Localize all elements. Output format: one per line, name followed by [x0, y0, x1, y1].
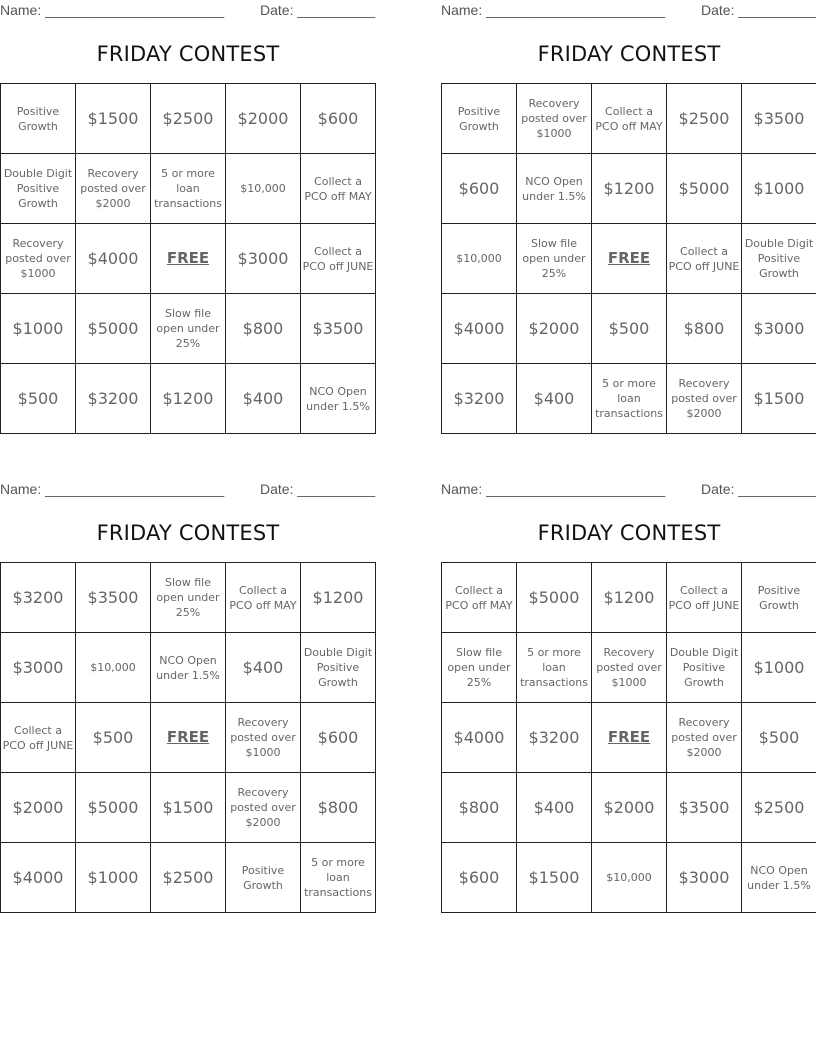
cell-label: $4000	[12, 868, 64, 887]
card-header	[441, 2, 816, 20]
grid-cell[interactable]	[301, 154, 376, 224]
grid-cell[interactable]	[76, 633, 151, 703]
grid-cell[interactable]	[517, 224, 592, 294]
grid-cell[interactable]	[592, 224, 667, 294]
cell-label: $600	[458, 179, 500, 198]
grid-cell[interactable]	[76, 84, 151, 154]
cell-label: $800	[458, 798, 500, 817]
grid-cell[interactable]	[151, 703, 226, 773]
cell-label: Collect a PCO off JUNE	[2, 723, 74, 752]
cell-label: $2000	[237, 109, 289, 128]
grid-cell[interactable]	[742, 843, 816, 913]
grid-cell[interactable]	[592, 364, 667, 434]
grid-row	[1, 294, 376, 364]
cell-label: Recovery posted over $2000	[230, 786, 296, 829]
grid-row	[1, 84, 376, 154]
cell-label: Double Digit Positive Growth	[744, 237, 814, 280]
date-field[interactable]: Date: __________	[701, 481, 816, 497]
grid-cell[interactable]	[442, 84, 517, 154]
bingo-grid	[0, 562, 376, 913]
grid-cell[interactable]	[226, 563, 301, 633]
name-field[interactable]: Name: _______________________	[441, 2, 666, 18]
cell-label: Collect a PCO off JUNE	[668, 583, 740, 612]
grid-cell[interactable]	[592, 563, 667, 633]
cell-label: $10,000	[240, 182, 286, 195]
grid-row	[1, 224, 376, 294]
grid-cell[interactable]	[742, 364, 816, 434]
cell-label: NCO Open under 1.5%	[306, 384, 370, 413]
grid-row	[442, 633, 816, 703]
grid-cell[interactable]	[301, 84, 376, 154]
grid-row	[1, 633, 376, 703]
cell-label: $10,000	[90, 661, 136, 674]
free-space-label: FREE	[166, 728, 210, 746]
cell-label: Collect a PCO off MAY	[595, 104, 663, 133]
cell-label: $1200	[603, 179, 655, 198]
grid-cell[interactable]	[667, 773, 742, 843]
cell-label: Recovery posted over $2000	[671, 716, 737, 759]
grid-cell[interactable]	[301, 224, 376, 294]
cell-label: Slow file open under 25%	[447, 646, 511, 689]
grid-cell[interactable]	[442, 154, 517, 224]
grid-cell[interactable]	[76, 224, 151, 294]
grid-cell[interactable]	[151, 563, 226, 633]
card-title: FRIDAY CONTEST	[96, 42, 280, 66]
grid-row	[442, 773, 816, 843]
grid-cell[interactable]	[76, 294, 151, 364]
grid-cell[interactable]	[151, 154, 226, 224]
cell-label: 5 or more loan transactions	[595, 377, 663, 420]
cell-label: Recovery posted over $1000	[596, 646, 662, 689]
cell-label: $5000	[87, 798, 139, 817]
cell-label: $3500	[753, 109, 805, 128]
grid-cell[interactable]	[301, 563, 376, 633]
cell-label: $600	[458, 868, 500, 887]
grid-row	[1, 703, 376, 773]
cell-label: $5000	[87, 319, 139, 338]
grid-cell[interactable]	[1, 633, 76, 703]
grid-cell[interactable]	[517, 154, 592, 224]
grid-cell[interactable]	[592, 84, 667, 154]
grid-cell[interactable]	[667, 563, 742, 633]
card-title: FRIDAY CONTEST	[96, 521, 280, 545]
bingo-grid	[441, 83, 816, 434]
free-space-label: FREE	[607, 249, 651, 267]
grid-cell[interactable]	[667, 364, 742, 434]
grid-cell[interactable]	[1, 563, 76, 633]
name-field[interactable]: Name: _______________________	[0, 481, 225, 497]
grid-cell[interactable]	[226, 773, 301, 843]
grid-cell[interactable]	[76, 703, 151, 773]
grid-cell[interactable]	[517, 563, 592, 633]
cell-label: Recovery posted over $2000	[80, 167, 146, 210]
cell-label: $1500	[162, 798, 214, 817]
cell-label: $800	[317, 798, 359, 817]
grid-cell[interactable]	[76, 154, 151, 224]
cell-label: $10,000	[606, 871, 652, 884]
cell-label: $3000	[678, 868, 730, 887]
grid-cell[interactable]	[151, 84, 226, 154]
grid-cell[interactable]	[742, 563, 816, 633]
grid-cell[interactable]	[226, 843, 301, 913]
cell-label: $400	[533, 798, 575, 817]
cell-label: Recovery posted over $2000	[671, 377, 737, 420]
grid-cell[interactable]	[592, 154, 667, 224]
cell-label: $3200	[87, 389, 139, 408]
cell-label: $2500	[162, 109, 214, 128]
grid-row	[1, 563, 376, 633]
grid-row	[1, 154, 376, 224]
grid-cell[interactable]	[667, 294, 742, 364]
grid-row	[1, 773, 376, 843]
grid-cell[interactable]	[151, 294, 226, 364]
cell-label: $3200	[12, 588, 64, 607]
cell-label: Double Digit Positive Growth	[303, 646, 373, 689]
grid-row	[1, 364, 376, 434]
cell-label: $400	[533, 389, 575, 408]
cell-label: Collect a PCO off JUNE	[668, 244, 740, 273]
grid-cell[interactable]	[76, 364, 151, 434]
cell-label: $3000	[753, 319, 805, 338]
grid-cell[interactable]	[1, 224, 76, 294]
grid-cell[interactable]	[76, 773, 151, 843]
grid-cell[interactable]	[301, 703, 376, 773]
cell-label: $2500	[162, 868, 214, 887]
grid-cell[interactable]	[517, 84, 592, 154]
grid-cell[interactable]	[667, 84, 742, 154]
grid-cell[interactable]	[1, 84, 76, 154]
grid-cell[interactable]	[667, 843, 742, 913]
cell-label: Slow file open under 25%	[156, 576, 220, 619]
grid-cell[interactable]	[151, 224, 226, 294]
cell-label: $5000	[528, 588, 580, 607]
cell-label: $3000	[237, 249, 289, 268]
cell-label: NCO Open under 1.5%	[156, 653, 220, 682]
cell-label: $1200	[312, 588, 364, 607]
grid-cell[interactable]	[442, 843, 517, 913]
grid-cell[interactable]	[592, 633, 667, 703]
cell-label: $1500	[87, 109, 139, 128]
cell-label: Double Digit Positive Growth	[669, 646, 739, 689]
grid-cell[interactable]	[301, 773, 376, 843]
cell-label: Recovery posted over $1000	[521, 97, 587, 140]
cell-label: $3000	[12, 658, 64, 677]
grid-cell[interactable]	[151, 633, 226, 703]
grid-row	[442, 154, 816, 224]
cell-label: Recovery posted over $1000	[5, 237, 71, 280]
grid-cell[interactable]	[517, 294, 592, 364]
cell-label: $1500	[753, 389, 805, 408]
grid-row	[1, 843, 376, 913]
grid-cell[interactable]	[226, 84, 301, 154]
cell-label: $800	[242, 319, 284, 338]
cell-label: $3500	[312, 319, 364, 338]
cell-label: 5 or more loan transactions	[304, 856, 372, 899]
bingo-grid	[441, 562, 816, 913]
cell-label: $3200	[528, 728, 580, 747]
cell-label: Positive Growth	[241, 863, 285, 892]
date-field[interactable]: Date: __________	[701, 2, 816, 18]
cell-label: $3500	[87, 588, 139, 607]
grid-cell[interactable]	[442, 773, 517, 843]
grid-cell[interactable]	[226, 294, 301, 364]
grid-cell[interactable]	[742, 224, 816, 294]
grid-cell[interactable]	[151, 843, 226, 913]
grid-row	[442, 703, 816, 773]
grid-cell[interactable]	[742, 84, 816, 154]
card-title: FRIDAY CONTEST	[537, 42, 721, 66]
cell-label: $600	[317, 109, 359, 128]
grid-cell[interactable]	[151, 364, 226, 434]
grid-row	[442, 224, 816, 294]
grid-cell[interactable]	[517, 364, 592, 434]
grid-cell[interactable]	[301, 633, 376, 703]
grid-cell[interactable]	[226, 224, 301, 294]
grid-cell[interactable]	[76, 563, 151, 633]
grid-cell[interactable]	[1, 703, 76, 773]
grid-cell[interactable]	[667, 224, 742, 294]
grid-cell[interactable]	[1, 154, 76, 224]
grid-cell[interactable]	[442, 224, 517, 294]
grid-cell[interactable]	[442, 364, 517, 434]
grid-cell[interactable]	[667, 703, 742, 773]
cell-label: $4000	[453, 319, 505, 338]
cell-label: Collect a PCO off MAY	[304, 174, 372, 203]
cell-label: $1000	[753, 658, 805, 677]
cell-label: $10,000	[456, 252, 502, 265]
grid-cell[interactable]	[742, 633, 816, 703]
grid-cell[interactable]	[1, 773, 76, 843]
cell-label: $2000	[528, 319, 580, 338]
grid-cell[interactable]	[442, 294, 517, 364]
cell-label: $3200	[453, 389, 505, 408]
grid-cell[interactable]	[1, 294, 76, 364]
cell-label: Positive Growth	[16, 104, 60, 133]
grid-cell[interactable]	[442, 633, 517, 703]
cell-label: NCO Open under 1.5%	[747, 863, 811, 892]
name-field[interactable]: Name: _______________________	[0, 2, 225, 18]
cell-label: Collect a PCO off MAY	[229, 583, 297, 612]
cell-label: $600	[317, 728, 359, 747]
cell-label: $1000	[87, 868, 139, 887]
cell-label: 5 or more loan transactions	[154, 167, 222, 210]
cell-label: $500	[758, 728, 800, 747]
grid-cell[interactable]	[742, 154, 816, 224]
grid-cell[interactable]	[301, 364, 376, 434]
grid-cell[interactable]	[151, 773, 226, 843]
cell-label: $2500	[678, 109, 730, 128]
cell-label: $5000	[678, 179, 730, 198]
grid-cell[interactable]	[517, 633, 592, 703]
cell-label: $1200	[162, 389, 214, 408]
cell-label: $4000	[87, 249, 139, 268]
grid-cell[interactable]	[442, 563, 517, 633]
card-header	[441, 481, 816, 499]
date-field[interactable]: Date: __________	[260, 481, 376, 497]
grid-cell[interactable]	[592, 843, 667, 913]
cell-label: $2000	[12, 798, 64, 817]
cell-label: Collect a PCO off JUNE	[302, 244, 374, 273]
card-header	[0, 2, 376, 20]
cell-label: $4000	[453, 728, 505, 747]
bingo-grid	[0, 83, 376, 434]
cell-label: $800	[683, 319, 725, 338]
grid-row	[442, 84, 816, 154]
cell-label: Double Digit Positive Growth	[3, 167, 73, 210]
cell-label: $2000	[603, 798, 655, 817]
grid-cell[interactable]	[301, 294, 376, 364]
grid-cell[interactable]	[742, 773, 816, 843]
grid-cell[interactable]	[226, 703, 301, 773]
cell-label: 5 or more loan transactions	[520, 646, 588, 689]
free-space-label: FREE	[607, 728, 651, 746]
cell-label: $2500	[753, 798, 805, 817]
grid-cell[interactable]	[592, 703, 667, 773]
cell-label: $400	[242, 389, 284, 408]
card-title: FRIDAY CONTEST	[537, 521, 721, 545]
grid-cell[interactable]	[1, 843, 76, 913]
free-space-label: FREE	[166, 249, 210, 267]
grid-cell[interactable]	[517, 843, 592, 913]
grid-cell[interactable]	[226, 633, 301, 703]
name-field[interactable]: Name: _______________________	[441, 481, 666, 497]
cell-label: $1200	[603, 588, 655, 607]
grid-cell[interactable]	[517, 703, 592, 773]
grid-cell[interactable]	[442, 703, 517, 773]
cell-label: $500	[608, 319, 650, 338]
grid-cell[interactable]	[517, 773, 592, 843]
cell-label: Positive Growth	[457, 104, 501, 133]
grid-cell[interactable]	[667, 633, 742, 703]
cell-label: Slow file open under 25%	[156, 307, 220, 350]
grid-cell[interactable]	[592, 294, 667, 364]
cell-label: NCO Open under 1.5%	[522, 174, 586, 203]
grid-cell[interactable]	[226, 364, 301, 434]
cell-label: $500	[92, 728, 134, 747]
grid-row	[442, 563, 816, 633]
cell-label: $1000	[753, 179, 805, 198]
cell-label: $1500	[528, 868, 580, 887]
grid-row	[442, 364, 816, 434]
grid-cell[interactable]	[742, 703, 816, 773]
grid-cell[interactable]	[742, 294, 816, 364]
cell-label: $400	[242, 658, 284, 677]
cell-label: $1000	[12, 319, 64, 338]
grid-cell[interactable]	[226, 154, 301, 224]
date-field[interactable]: Date: __________	[260, 2, 376, 18]
grid-cell[interactable]	[592, 773, 667, 843]
grid-row	[442, 843, 816, 913]
cell-label: $3500	[678, 798, 730, 817]
cell-label: Recovery posted over $1000	[230, 716, 296, 759]
cell-label: Positive Growth	[757, 583, 801, 612]
cell-label: $500	[17, 389, 59, 408]
cell-label: Collect a PCO off MAY	[445, 583, 513, 612]
grid-cell[interactable]	[1, 364, 76, 434]
grid-cell[interactable]	[667, 154, 742, 224]
grid-row	[442, 294, 816, 364]
card-header	[0, 481, 376, 499]
cell-label: Slow file open under 25%	[522, 237, 586, 280]
grid-cell[interactable]	[76, 843, 151, 913]
grid-cell[interactable]	[301, 843, 376, 913]
